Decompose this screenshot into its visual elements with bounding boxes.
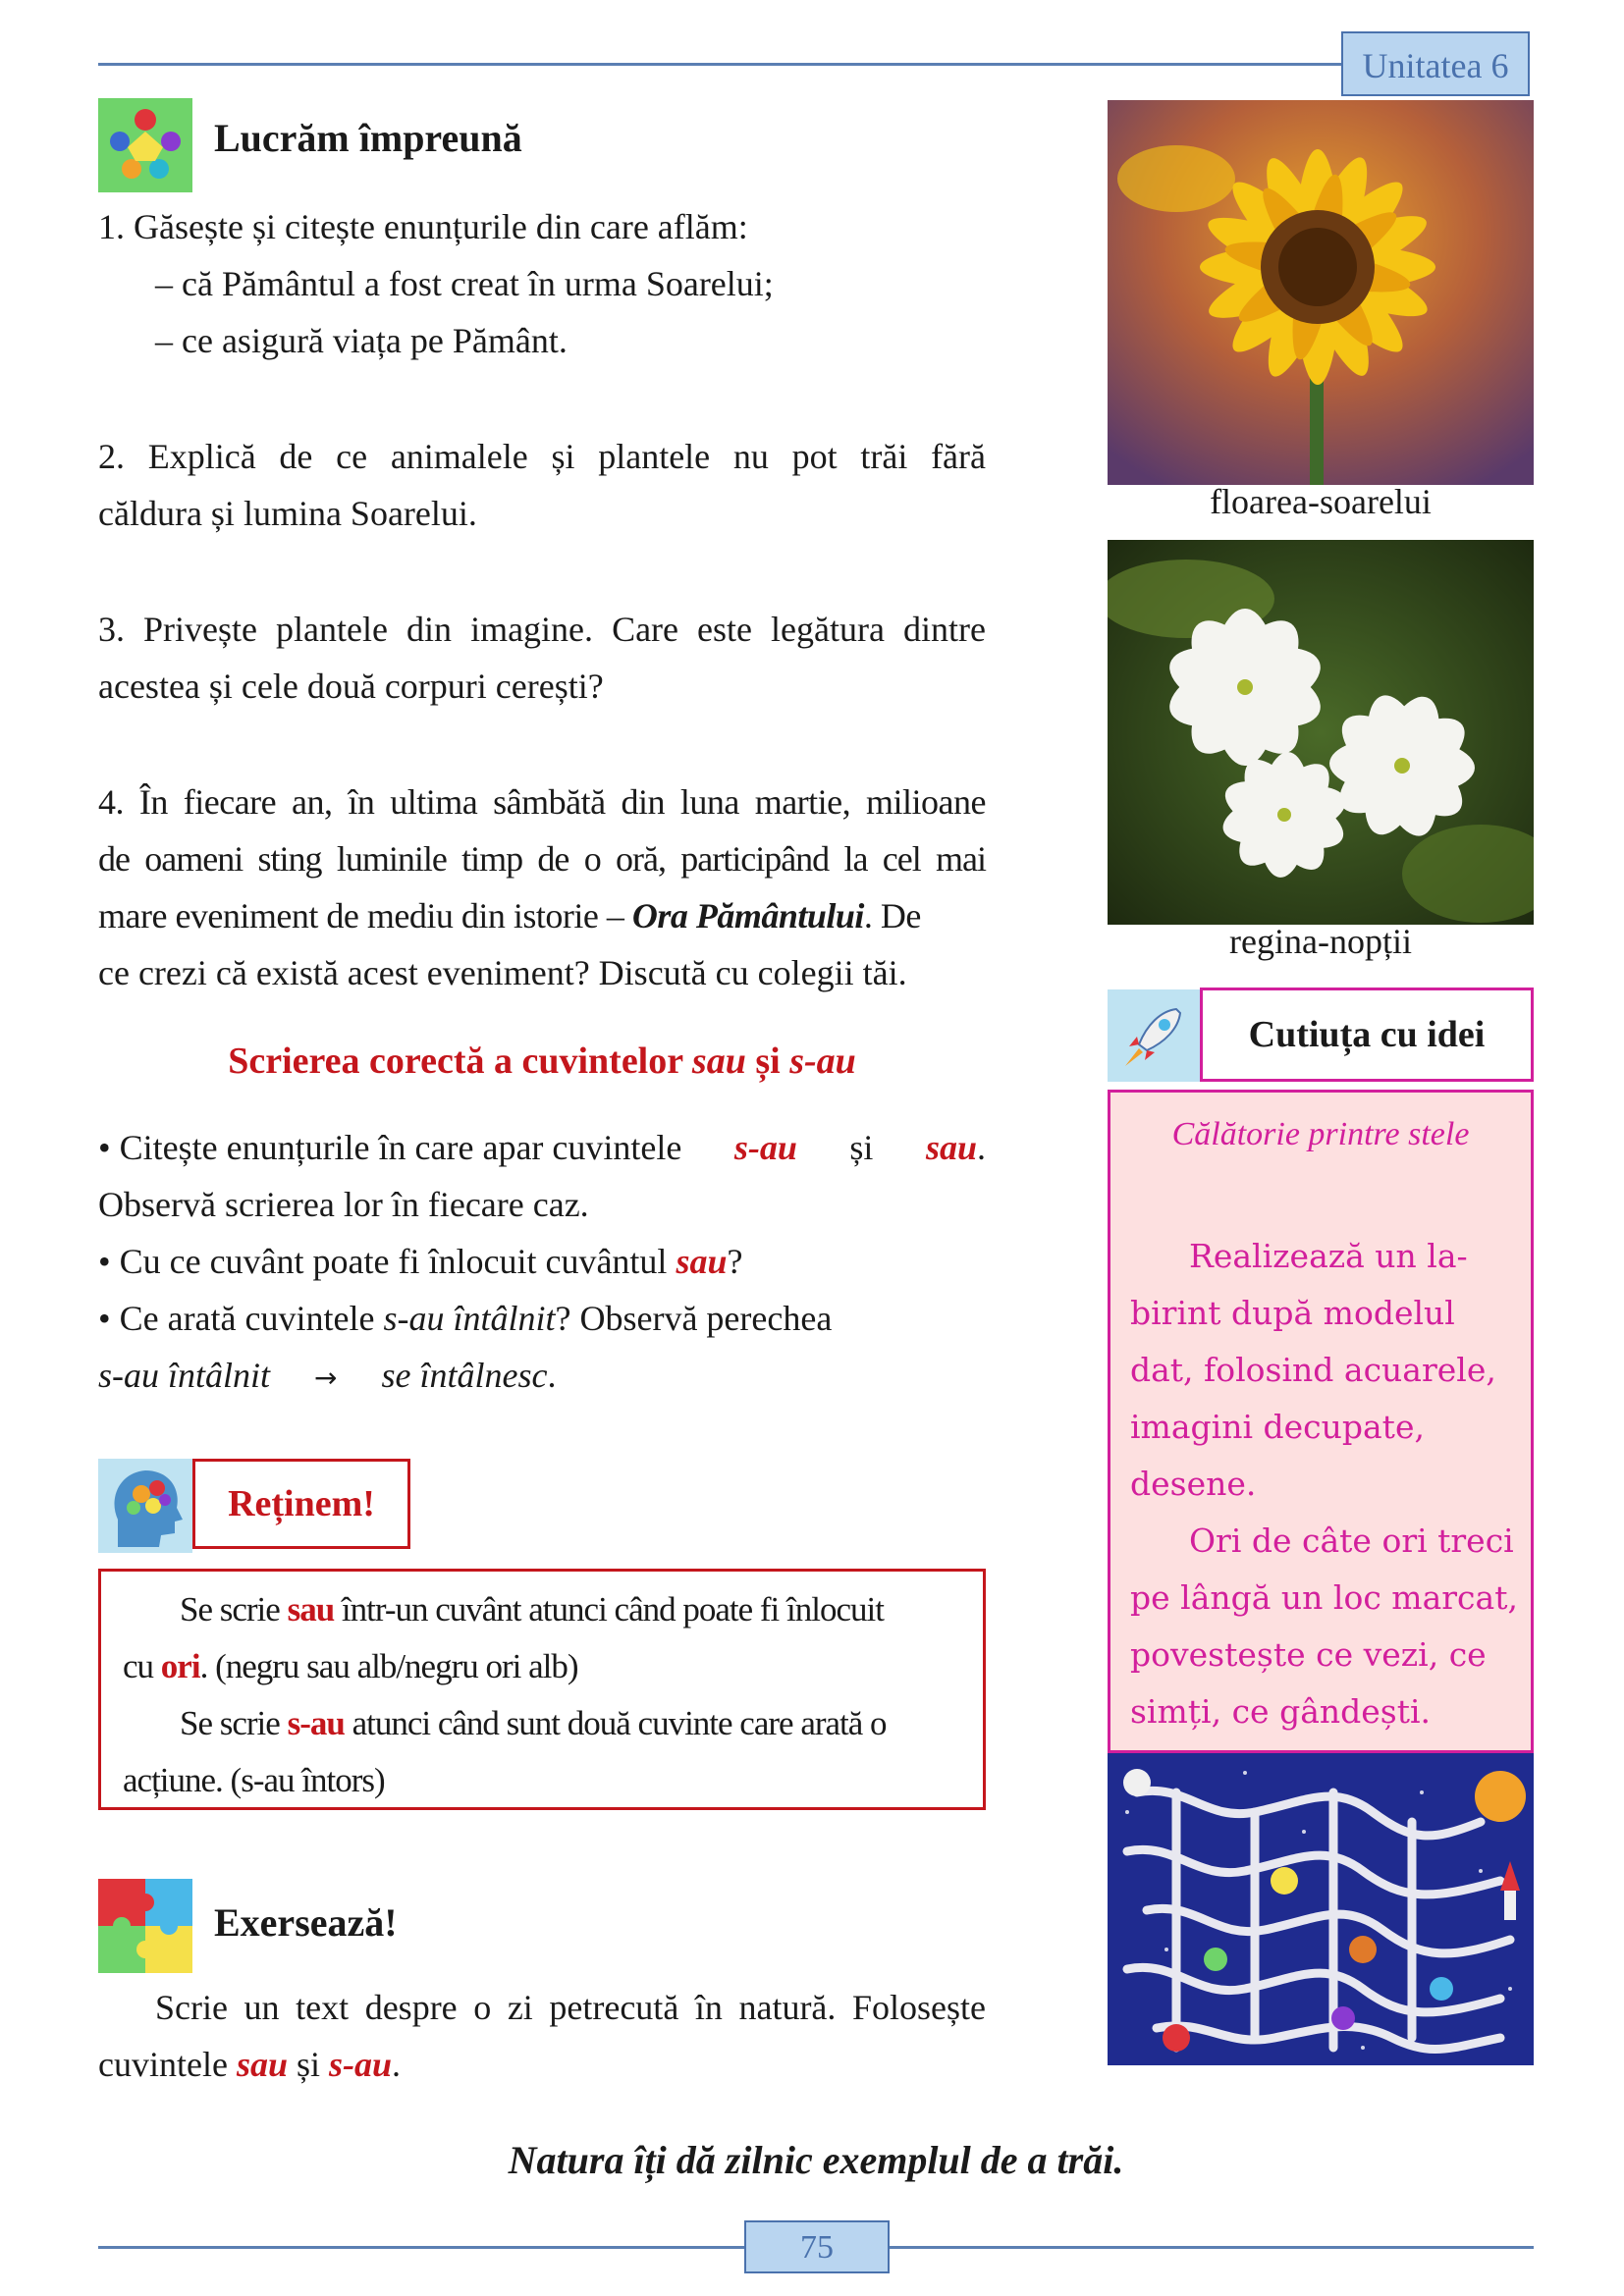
- ex-l2a: cuvintele: [98, 2045, 228, 2084]
- pair-arrow: →: [314, 1362, 338, 1394]
- rule-line4: acțiune. (s-au întors): [123, 1761, 385, 1799]
- header-rule: [98, 63, 1341, 66]
- retinem-title-box: [192, 1459, 410, 1549]
- word-pair: [98, 1347, 556, 1407]
- bullet1-word-sau: sau: [925, 1128, 977, 1167]
- q2-line1: 2. Explică de ce animalele și plantele nu pot trăi fără: [98, 437, 986, 476]
- ideas-title-box: [1200, 988, 1534, 1082]
- bullet2-text: • Cu ce cuvânt poate fi înlocuit cuvântul: [98, 1242, 668, 1281]
- bullet1-period: .: [976, 1128, 986, 1167]
- q1-item-b: – ce asigură viața pe Pământ.: [155, 321, 568, 360]
- q4-line4: ce crezi că există acest eveniment? Discută cu colegii tăi.: [98, 953, 907, 992]
- q2-line2: căldura și lumina Soarelui.: [98, 494, 477, 533]
- bullet1-text: • Citește enunțurile în care apar cuvintele: [98, 1128, 682, 1167]
- footer-rule-right: [890, 2246, 1534, 2249]
- section2-title: [98, 1033, 986, 1090]
- rule1-sau: sau: [287, 1590, 335, 1629]
- ideas-p2-l3: povestește ce vezi, ce: [1130, 1635, 1487, 1674]
- section2-title-si: și: [755, 1041, 781, 1082]
- ideas-subtitle: Călătorie printre stele: [1171, 1116, 1470, 1152]
- bullet3: [98, 1290, 832, 1347]
- q3-line1: 3. Privește plantele din imagine. Care este legătura dintre: [98, 610, 986, 649]
- night-flower-caption: regina-nopții: [1229, 922, 1412, 961]
- section2-title-a: Scrierea corectă a cuvintelor: [228, 1041, 683, 1082]
- retinem-rule-box: [98, 1569, 986, 1810]
- ideas-p1-l4: imagini decupate,: [1130, 1408, 1425, 1446]
- rule3-c: atunci când sunt două cuvinte care arată o: [352, 1704, 887, 1742]
- earth-hour-title: Ora Pământului: [631, 896, 864, 935]
- retinem-title: Reținem!: [228, 1483, 375, 1524]
- q4-line2: de oameni sting luminile timp de o oră, participând la cel mai: [98, 839, 986, 879]
- brain-head-icon: [98, 1459, 192, 1553]
- rule2-c: . (negru sau alb/negru ori alb): [199, 1647, 578, 1685]
- ex-si: și: [296, 2045, 320, 2084]
- exerseaza-title: Exersează!: [214, 1900, 398, 1945]
- ideas-p1-l5: desene.: [1130, 1465, 1257, 1503]
- rule-line1: [180, 1581, 884, 1638]
- bullet1-line2: Observă scrierea lor în fiecare caz.: [98, 1185, 589, 1224]
- q4-line1: 4. În fiecare an, în ultima sâmbătă din luna martie, milioane: [98, 782, 986, 822]
- section2-title-s-au: s-au: [789, 1041, 856, 1082]
- rule1-a: Se scrie: [180, 1590, 280, 1629]
- bullet1-word-sau-wrap: [926, 1119, 986, 1176]
- page-number: 75: [744, 2220, 890, 2273]
- ex-period: .: [392, 2045, 402, 2084]
- ideas-p1-l3: dat, folosind acuarele,: [1130, 1351, 1496, 1389]
- exerseaza-line1: Scrie un text despre o zi petrecută în natură. Folosește: [155, 1988, 986, 2027]
- ideas-p1-l1: Realizează un la-: [1189, 1237, 1468, 1275]
- sunflower-caption: floarea-soarelui: [1210, 482, 1432, 521]
- q4-line3-c: . De: [863, 896, 921, 935]
- bullet1-word-s-au: s-au: [733, 1128, 797, 1167]
- section-title-lucram: Lucrăm împreună: [214, 116, 522, 160]
- ideas-p1-l2: birint după modelul: [1130, 1294, 1455, 1332]
- bullet1-line1: [98, 1119, 986, 1176]
- q4-line3-a: mare eveniment de mediu din istorie –: [98, 896, 624, 935]
- pair-b: se întâlnesc: [381, 1356, 548, 1395]
- section2-title-sau: sau: [691, 1041, 746, 1082]
- q4-line3: [98, 887, 986, 944]
- footer-motto: Natura îți dă zilnic exemplul de a trăi.: [508, 2138, 1124, 2182]
- ideas-p2-l4: simți, ce gândești.: [1130, 1692, 1432, 1731]
- rule2-a: cu: [123, 1647, 154, 1685]
- ideas-title: Cutiuța cu idei: [1248, 1014, 1486, 1055]
- footer-rule-left: [98, 2246, 744, 2249]
- bullet3-rest: ? Observă perechea: [555, 1299, 833, 1338]
- ideas-p2-l2: pe lângă un loc marcat,: [1130, 1578, 1518, 1617]
- rule1-c: într-un cuvânt atunci când poate fi înlocuit: [341, 1590, 884, 1629]
- puzzle-icon: [98, 1879, 192, 1973]
- exerseaza-line2: [98, 2036, 401, 2093]
- bullet2-word-sau: sau: [676, 1242, 728, 1281]
- bullet2-qmark: ?: [727, 1242, 743, 1281]
- space-maze-image: [1108, 1753, 1534, 2065]
- bullet2: [98, 1233, 742, 1290]
- ideas-box: [1108, 1090, 1534, 1753]
- rule-line3: [180, 1695, 887, 1752]
- unit-badge: Unitatea 6: [1341, 31, 1530, 96]
- rule2-ori: ori: [160, 1647, 200, 1685]
- rule-line2: [123, 1638, 578, 1695]
- night-flower-photo: [1108, 540, 1534, 925]
- q3-line2: acestea și cele două corpuri cerești?: [98, 667, 604, 706]
- teamwork-icon: [98, 98, 192, 192]
- q1-item-a: – că Pământul a fost creat în urma Soarelui;: [155, 264, 774, 303]
- rule3-a: Se scrie: [180, 1704, 280, 1742]
- ex-sau: sau: [236, 2045, 288, 2084]
- ideas-p2-l1: Ori de câte ori treci: [1189, 1522, 1514, 1560]
- q1-intro: 1. Găsește și citește enunțurile din care aflăm:: [98, 207, 748, 246]
- pair-c: .: [547, 1356, 557, 1395]
- pair-a: s-au întâlnit: [98, 1356, 271, 1395]
- rule3-s-au: s-au: [287, 1704, 345, 1742]
- sunflower-photo: [1108, 100, 1534, 485]
- bullet1-word-si: și: [849, 1128, 874, 1167]
- ex-s-au: s-au: [329, 2045, 393, 2084]
- bullet3-text: • Ce arată cuvintele: [98, 1299, 375, 1338]
- bullet3-phrase: s-au întâlnit: [383, 1299, 556, 1338]
- rocket-icon: [1108, 989, 1200, 1082]
